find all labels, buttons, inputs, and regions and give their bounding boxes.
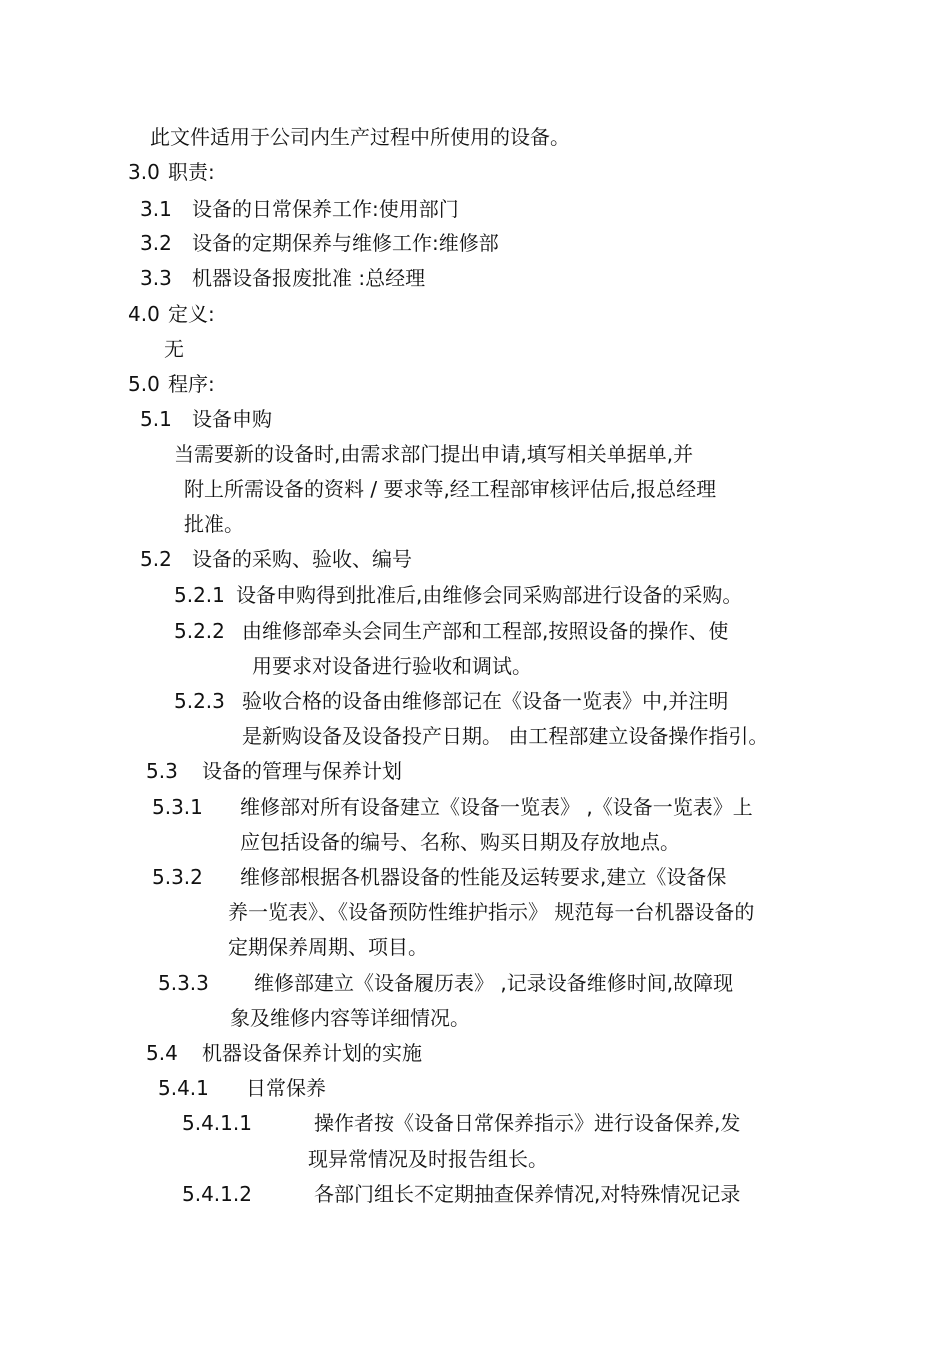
section-number: 5.0 [128, 372, 160, 396]
item-number: 5.4.1.1 [182, 1111, 252, 1135]
item-line: 维修部对所有设备建立《设备一览表》 ,《设备一览表》上 [240, 795, 753, 819]
section-number: 4.0 [128, 302, 160, 326]
subsubsection-title: 日常保养 [246, 1076, 326, 1100]
section-number: 3.0 [128, 160, 160, 184]
paragraph-line: 批准。 [184, 512, 244, 536]
subsection-number: 5.3 [146, 759, 178, 783]
item-text: 设备的定期保养与维修工作:维修部 [192, 231, 499, 255]
item-line: 维修部建立《设备履历表》 ,记录设备维修时间,故障现 [254, 971, 734, 995]
item-line: 用要求对设备进行验收和调试。 [252, 654, 532, 678]
item-number: 5.2.2 [174, 619, 225, 643]
section-title: 职责: [168, 160, 215, 184]
item-number: 3.1 [140, 197, 172, 221]
item-line: 现异常情况及时报告组长。 [308, 1147, 548, 1171]
section-body: 无 [164, 337, 184, 361]
scope-text: 此文件适用于公司内生产过程中所使用的设备。 [150, 125, 570, 149]
item-text: 机器设备报废批准 :总经理 [192, 266, 426, 290]
paragraph-line: 当需要新的设备时,由需求部门提出申请,填写相关单据单,并 [174, 442, 694, 466]
item-number: 5.4.1.2 [182, 1182, 252, 1206]
item-line: 由维修部牵头会同生产部和工程部,按照设备的操作、使 [242, 619, 729, 643]
item-line: 定期保养周期、项目。 [228, 935, 428, 959]
item-number: 3.2 [140, 231, 172, 255]
subsubsection-number: 5.4.1 [158, 1076, 209, 1100]
section-title: 定义: [168, 302, 215, 326]
subsection-number: 5.4 [146, 1041, 178, 1065]
item-number: 3.3 [140, 266, 172, 290]
item-number: 5.3.3 [158, 971, 209, 995]
item-number: 5.3.1 [152, 795, 203, 819]
item-line: 操作者按《设备日常保养指示》进行设备保养,发 [314, 1111, 741, 1135]
item-line: 应包括设备的编号、名称、购买日期及存放地点。 [240, 830, 680, 854]
item-text: 设备的日常保养工作:使用部门 [192, 197, 459, 221]
item-line: 验收合格的设备由维修部记在《设备一览表》中,并注明 [242, 689, 729, 713]
subsection-number: 5.1 [140, 407, 172, 431]
item-line: 各部门组长不定期抽查保养情况,对特殊情况记录 [314, 1182, 741, 1206]
section-title: 程序: [168, 372, 215, 396]
item-line: 维修部根据各机器设备的性能及运转要求,建立《设备保 [240, 865, 727, 889]
item-line: 象及维修内容等详细情况。 [230, 1006, 470, 1030]
subsection-number: 5.2 [140, 547, 172, 571]
item-line: 是新购设备及设备投产日期。 由工程部建立设备操作指引。 [242, 724, 769, 748]
item-number: 5.2.1 [174, 583, 225, 607]
subsection-title: 机器设备保养计划的实施 [202, 1041, 422, 1065]
item-number: 5.3.2 [152, 865, 203, 889]
item-line: 设备申购得到批准后,由维修会同采购部进行设备的采购。 [236, 583, 743, 607]
subsection-title: 设备申购 [192, 407, 272, 431]
item-line: 养一览表》、《设备预防性维护指示》 规范每一台机器设备的 [228, 900, 755, 924]
subsection-title: 设备的管理与保养计划 [202, 759, 402, 783]
paragraph-line: 附上所需设备的资料 / 要求等,经工程部审核评估后,报总经理 [184, 477, 717, 501]
subsection-title: 设备的采购、验收、编号 [192, 547, 412, 571]
item-number: 5.2.3 [174, 689, 225, 713]
